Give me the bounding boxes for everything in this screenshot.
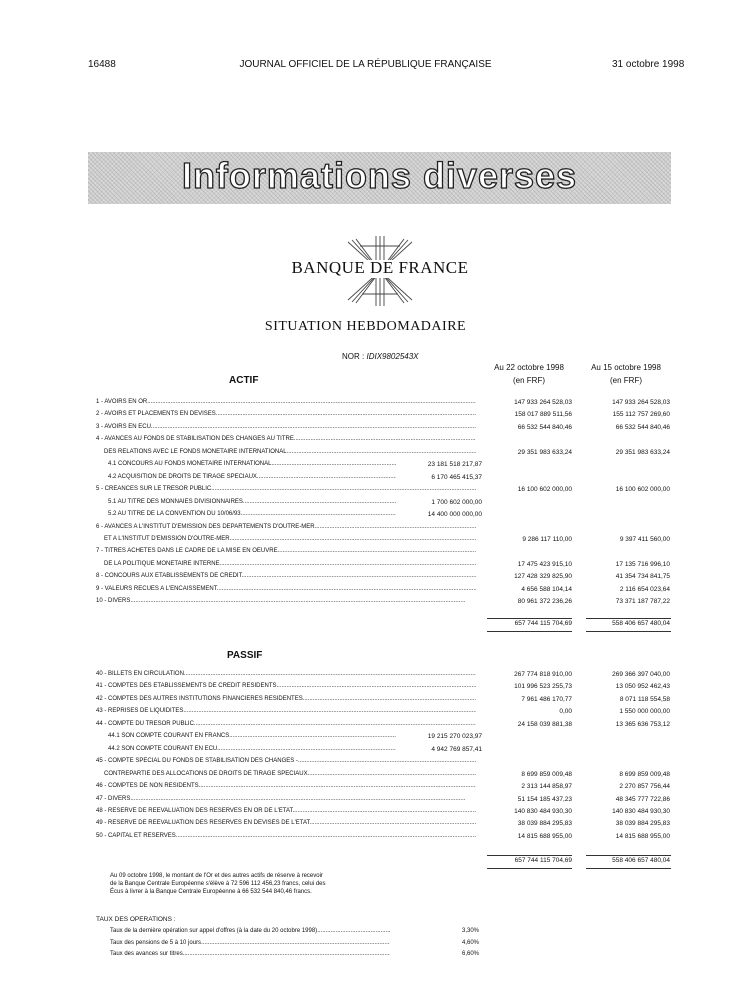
row-value-a: 38 039 884 295,83 xyxy=(517,820,572,828)
row-value-sub: 14 400 000 000,00 xyxy=(427,511,482,519)
rate-label-wrap xyxy=(110,950,390,959)
row-label: 40 - BILLETS EN CIRCULATION ..... xyxy=(96,670,476,679)
row-value-a: 7 961 486 170,77 xyxy=(521,695,572,703)
row-value-a: 140 830 484 930,30 xyxy=(514,807,572,815)
passif-total-rule-b xyxy=(586,855,671,856)
col1-line2: (en FRF) xyxy=(513,376,545,385)
row-value-b: 269 366 397 040,00 xyxy=(612,671,670,678)
row-label-wrap xyxy=(96,682,476,691)
row-label-wrap xyxy=(96,523,476,532)
row-label: 9 - VALEURS RECUES A L'ENCAISSEMENT ..... xyxy=(96,585,476,594)
row-value-a: 29 351 983 633,24 xyxy=(517,448,572,456)
actif-total-a: 657 744 115 704,69 xyxy=(514,620,572,627)
row-value-a: 8 699 859 009,48 xyxy=(521,770,572,778)
table-row xyxy=(96,720,676,729)
row-value-sub: 1 700 602 000,00 xyxy=(431,498,482,506)
row-label-wrap xyxy=(96,707,476,716)
row-value-b: 17 135 716 996,10 xyxy=(615,560,670,568)
rate-label-wrap xyxy=(110,939,390,948)
note-line-1: Au 09 octobre 1998, le montant de l'Or et des autres actifs de réserve à recevoir xyxy=(110,873,323,879)
row-label: 7 - TITRES ACHETES DANS LE CADRE DE LA MISE EN OEUVRE ..... xyxy=(96,547,476,556)
rate-label-wrap xyxy=(110,927,390,936)
row-value-b: 2 116 654 023,64 xyxy=(619,585,670,593)
table-row xyxy=(96,807,676,816)
row-value-b: 38 039 884 295,83 xyxy=(615,820,670,828)
issue-date: 31 octobre 1998 xyxy=(612,59,685,70)
row-label-wrap xyxy=(108,732,396,741)
row-value-a: 158 017 889 511,56 xyxy=(514,411,572,419)
row-value-a: 0,00 xyxy=(559,708,572,716)
row-label-wrap xyxy=(96,410,476,419)
rate-label: Taux des avances sur titres ..... xyxy=(110,950,390,959)
row-label: 4 - AVANCES AU FONDS DE STABILISATION DES CHANGES AU TITRE ..... xyxy=(96,435,476,444)
row-value-b: 147 933 264 528,03 xyxy=(612,399,670,406)
row-label: 10 - DIVERS ..... xyxy=(96,597,465,606)
row-value-a: 101 996 523 255,73 xyxy=(514,683,572,691)
row-label: 5.1 AU TITRE DES MONNAIES DIVISIONNAIRES ..... xyxy=(108,498,396,507)
table-row xyxy=(96,473,676,482)
row-value-b: 48 345 777 722,86 xyxy=(615,795,670,803)
col2-line1: Au 15 octobre 1998 xyxy=(591,363,661,372)
table-row xyxy=(96,460,676,469)
row-label-wrap xyxy=(96,597,476,606)
table-row xyxy=(96,770,676,779)
table-row xyxy=(96,757,676,766)
table-row xyxy=(96,535,676,544)
row-value-b: 13 365 636 753,12 xyxy=(615,720,670,728)
passif-total-underline-a xyxy=(487,868,572,869)
logo-text: BANQUE DE FRANCE xyxy=(291,258,469,277)
passif-total-underline-b xyxy=(586,868,671,869)
actif-total-underline-b xyxy=(586,631,671,632)
passif-total-b: 558 406 657 480,04 xyxy=(612,857,670,864)
actif-heading: ACTIF xyxy=(229,375,259,386)
row-label: 4.2 ACQUISITION DE DROITS DE TIRAGE SPECIAUX ..... xyxy=(108,473,396,482)
row-value-a: 2 313 144 858,97 xyxy=(521,783,572,791)
rate-value: 3,30% xyxy=(461,928,479,934)
table-row xyxy=(96,560,676,569)
row-label-wrap xyxy=(108,460,396,469)
table-row xyxy=(96,670,676,679)
col2-line2: (en FRF) xyxy=(610,376,642,385)
table-row xyxy=(96,832,676,841)
row-label: 50 - CAPITAL ET RESERVES ..... xyxy=(96,832,476,841)
passif-total-rule-a xyxy=(487,855,572,856)
row-value-a: 24 158 039 881,38 xyxy=(517,720,572,728)
row-value-b: 41 354 734 841,75 xyxy=(615,573,670,581)
table-row xyxy=(96,410,676,419)
banque-de-france-logo xyxy=(290,236,470,306)
note-line-2: de la Banque Centrale Européenne s'élève à 72 596 112 456,23 francs, celui des xyxy=(110,881,326,887)
table-row xyxy=(96,597,676,606)
actif-total-b: 558 406 657 480,04 xyxy=(612,620,670,627)
row-value-sub: 4 942 769 857,41 xyxy=(431,745,482,753)
row-value-a: 267 774 818 910,00 xyxy=(514,671,572,678)
table-row xyxy=(96,398,676,407)
row-label: 4.1 CONCOURS AU FONDS MONETAIRE INTERNATIONAL ..... xyxy=(108,460,396,469)
row-label-wrap xyxy=(108,473,396,482)
table-row xyxy=(96,819,676,828)
row-value-b: 13 050 952 462,43 xyxy=(615,683,670,691)
row-value-a: 80 961 372 236,26 xyxy=(517,598,572,606)
document-title: SITUATION HEBDOMADAIRE xyxy=(264,319,467,334)
actif-total-underline-a xyxy=(487,631,572,632)
table-row xyxy=(96,547,676,556)
row-value-a: 147 933 264 528,03 xyxy=(514,399,572,406)
passif-heading: PASSIF xyxy=(227,650,263,661)
row-label-wrap xyxy=(96,782,476,791)
row-label-wrap xyxy=(96,720,476,729)
table-row xyxy=(96,510,676,519)
rate-value: 6,60% xyxy=(461,951,479,957)
row-label-wrap xyxy=(96,832,476,841)
row-label: 5.2 AU TITRE DE LA CONVENTION DU 10/06/93 ..... xyxy=(108,510,396,519)
row-label-wrap xyxy=(96,695,476,704)
row-label-wrap xyxy=(96,807,476,816)
row-value-a: 127 428 329 825,90 xyxy=(514,573,572,581)
row-label: ET A L'INSTITUT D'EMISSION D'OUTRE-MER ..... xyxy=(104,535,476,544)
page-number: 16488 xyxy=(88,59,116,70)
row-label: 45 - COMPTE SPECIAL DU FONDS DE STABILISATION DES CHANGES - ..... xyxy=(96,757,476,766)
row-value-b: 73 371 187 787,22 xyxy=(615,598,670,606)
row-label-wrap xyxy=(104,560,476,569)
table-row xyxy=(96,485,676,494)
journal-title: JOURNAL OFFICIEL DE LA RÉPUBLIQUE FRANÇAISE xyxy=(239,59,492,70)
row-label: CONTREPARTIE DES ALLOCATIONS DE DROITS DE TIRAGE SPECIAUX ..... xyxy=(104,770,476,779)
row-value-b: 9 397 411 560,00 xyxy=(619,535,670,543)
row-label: 8 - CONCOURS AUX ETABLISSEMENTS DE CREDIT ..... xyxy=(96,572,476,581)
table-row xyxy=(96,585,676,594)
row-label-wrap xyxy=(108,498,396,507)
row-value-sub: 6 170 465 415,37 xyxy=(431,473,482,481)
row-label: 6 - AVANCES A L'INSTITUT D'EMISSION DES DEPARTEMENTS D'OUTRE-MER ..... xyxy=(96,523,476,532)
row-value-b: 2 270 857 756,44 xyxy=(619,783,670,791)
row-label: 44.1 SON COMPTE COURANT EN FRANCS ..... xyxy=(108,732,396,741)
row-value-b: 155 112 757 269,60 xyxy=(612,411,670,419)
table-row xyxy=(96,795,676,804)
table-row xyxy=(96,695,676,704)
row-value-b: 16 100 602 000,00 xyxy=(615,486,670,494)
table-row xyxy=(96,423,676,432)
row-label-wrap xyxy=(104,770,476,779)
row-label-wrap xyxy=(96,398,476,407)
row-label-wrap xyxy=(96,585,476,594)
row-label: 48 - RESERVE DE REEVALUATION DES RESERVES EN OR DE L'ETAT ..... xyxy=(96,807,476,816)
row-label: DE LA POLITIQUE MONETAIRE INTERNE ..... xyxy=(104,560,476,569)
row-value-b: 29 351 983 633,24 xyxy=(615,448,670,456)
row-value-b: 8 699 859 009,48 xyxy=(619,770,670,778)
rate-value: 4,60% xyxy=(461,939,479,946)
nor-value: IDIX9802543X xyxy=(366,352,419,361)
row-label-wrap xyxy=(96,547,476,556)
row-value-b: 140 830 484 930,30 xyxy=(612,807,670,815)
row-value-b: 66 532 544 840,46 xyxy=(615,423,670,431)
row-label-wrap xyxy=(96,795,476,804)
row-label-wrap xyxy=(96,819,476,828)
row-value-a: 16 100 602 000,00 xyxy=(517,486,572,494)
table-row xyxy=(96,498,676,507)
table-row xyxy=(96,435,676,444)
banner-title: Informations diverses xyxy=(181,155,578,196)
row-label-wrap xyxy=(96,670,476,679)
nor-reference xyxy=(342,352,419,361)
row-value-a: 17 475 423 915,10 xyxy=(517,560,572,568)
row-label: 46 - COMPTES DE NON RESIDENTS ..... xyxy=(96,782,476,791)
row-value-b: 8 071 118 554,58 xyxy=(619,695,670,703)
table-row xyxy=(96,732,676,741)
row-label: 1 - AVOIRS EN OR ..... xyxy=(96,398,476,407)
table-row xyxy=(96,682,676,691)
table-row xyxy=(96,745,676,754)
row-value-b: 1 550 000 000,00 xyxy=(619,708,670,716)
row-value-a: 51 154 185 437,23 xyxy=(517,795,572,803)
col1-line1: Au 22 octobre 1998 xyxy=(494,363,564,372)
table-row xyxy=(96,448,676,457)
row-label: 49 - RESERVE DE REEVALUATION DES RESERVES EN DEVISES DE L'ETAT ..... xyxy=(96,819,476,828)
row-label: 5 - CREANCES SUR LE TRESOR PUBLIC ..... xyxy=(96,485,476,494)
row-value-sub: 19 215 270 023,97 xyxy=(427,733,482,741)
nor-label: NOR : xyxy=(342,352,365,361)
taux-heading: TAUX DES OPERATIONS : xyxy=(96,916,176,923)
row-label: 41 - COMPTES DES ETABLISSEMENTS DE CREDIT RESIDENTS ..... xyxy=(96,682,476,691)
row-value-a: 14 815 688 955,00 xyxy=(517,832,572,840)
table-row xyxy=(96,782,676,791)
table-row xyxy=(96,707,676,716)
row-label-wrap xyxy=(108,745,396,754)
row-label-wrap xyxy=(108,510,396,519)
row-label: 2 - AVOIRS ET PLACEMENTS EN DEVISES ..... xyxy=(96,410,476,419)
note-line-3: Écus à livrer à la Banque Centrale Européenne à 66 532 544 840,46 francs. xyxy=(110,889,312,895)
row-label: DES RELATIONS AVEC LE FONDS MONETAIRE INTERNATIONAL ..... xyxy=(104,448,476,457)
table-row xyxy=(96,572,676,581)
row-label-wrap xyxy=(96,757,476,766)
section-banner xyxy=(88,152,671,204)
row-label: 47 - DIVERS ..... xyxy=(96,795,465,804)
row-label-wrap xyxy=(96,423,476,432)
rate-label: Taux de la dernière opération sur appel d'offres (à la date du 20 octobre 1998) ..... xyxy=(110,927,390,936)
row-label-wrap xyxy=(96,485,476,494)
row-label: 44.2 SON COMPTE COURANT EN ECU ..... xyxy=(108,745,396,754)
row-value-a: 66 532 544 840,46 xyxy=(517,423,572,431)
passif-total-a: 657 744 115 704,69 xyxy=(514,857,572,864)
row-value-a: 4 656 588 104,14 xyxy=(521,585,572,593)
row-value-sub: 23 181 518 217,87 xyxy=(427,461,482,469)
row-value-b: 14 815 688 955,00 xyxy=(615,832,670,840)
row-label: 42 - COMPTES DES AUTRES INSTITUTIONS FINANCIERES RESIDENTES ..... xyxy=(96,695,476,704)
actif-total-rule-b xyxy=(586,618,671,619)
row-label-wrap xyxy=(104,448,476,457)
row-label: 3 - AVOIRS EN ECU ..... xyxy=(96,423,476,432)
row-label-wrap xyxy=(104,535,476,544)
rate-label: Taux des pensions de 5 à 10 jours ..... xyxy=(110,939,390,948)
table-row xyxy=(96,523,676,532)
row-label: 44 - COMPTE DU TRESOR PUBLIC ..... xyxy=(96,720,476,729)
row-value-a: 9 286 117 110,00 xyxy=(522,535,572,543)
row-label-wrap xyxy=(96,435,476,444)
row-label-wrap xyxy=(96,572,476,581)
row-label: 43 - REPRISES DE LIQUIDITES ..... xyxy=(96,707,476,716)
actif-total-rule-a xyxy=(487,618,572,619)
